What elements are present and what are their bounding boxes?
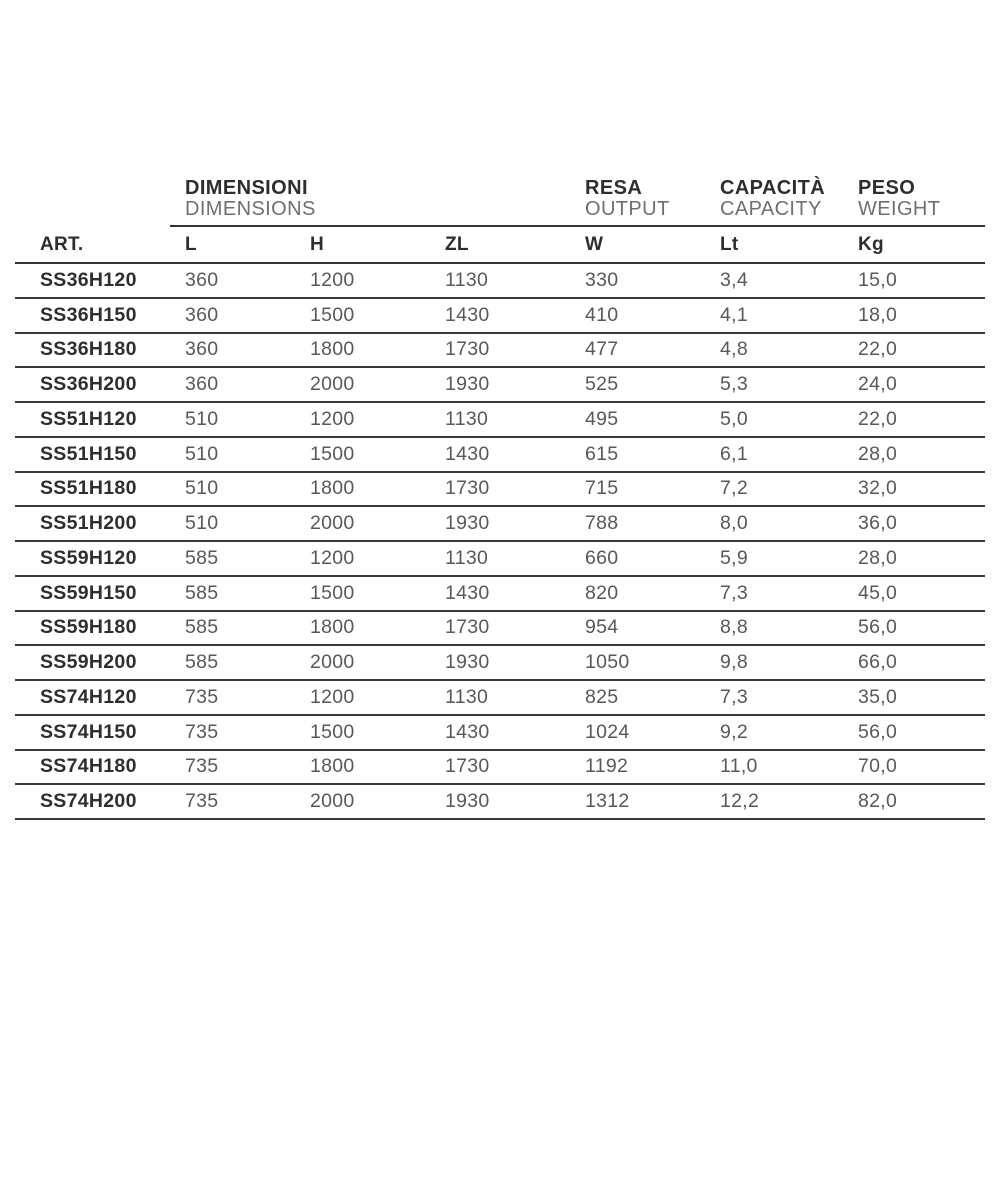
art-code-cell: SS36H150	[40, 303, 137, 326]
kg-value-cell: 18,0	[858, 303, 898, 326]
h-value-cell: 1500	[310, 581, 355, 604]
group-output	[585, 178, 720, 220]
group-title-capacita: CAPACITÀ	[720, 177, 826, 199]
kg-value-cell: 45,0	[858, 581, 898, 604]
kg-value-cell: 22,0	[858, 407, 898, 430]
zl-value-cell: 1930	[445, 373, 490, 396]
table-row	[15, 473, 985, 508]
h-value-cell: 1800	[310, 616, 355, 639]
zl-value-cell: 1730	[445, 338, 490, 361]
w-value-cell: 615	[585, 442, 619, 465]
kg-value-cell: 35,0	[858, 685, 898, 708]
w-value-cell: 1312	[585, 790, 630, 813]
group-subtitle-dimensions: DIMENSIONS	[185, 198, 316, 220]
kg-value-cell: 22,0	[858, 338, 898, 361]
group-subtitle-output: OUTPUT	[585, 198, 670, 220]
column-header-row	[15, 227, 985, 264]
art-code-cell: SS59H200	[40, 651, 137, 674]
column-header-h: H	[310, 233, 325, 255]
w-value-cell: 330	[585, 268, 619, 291]
w-value-cell: 1050	[585, 651, 630, 674]
group-capacity	[720, 178, 858, 220]
w-value-cell: 477	[585, 338, 619, 361]
l-value-cell: 585	[185, 581, 219, 604]
lt-value-cell: 12,2	[720, 790, 760, 813]
kg-value-cell: 56,0	[858, 616, 898, 639]
art-code-cell: SS51H200	[40, 512, 137, 535]
zl-value-cell: 1430	[445, 720, 490, 743]
l-value-cell: 585	[185, 546, 219, 569]
lt-value-cell: 11,0	[720, 755, 758, 778]
art-code-cell: SS36H120	[40, 268, 137, 291]
lt-value-cell: 3,4	[720, 268, 749, 291]
group-title-dimensioni: DIMENSIONI	[185, 177, 308, 199]
group-header-row	[15, 178, 985, 220]
zl-value-cell: 1130	[445, 407, 489, 430]
lt-value-cell: 4,1	[720, 303, 749, 326]
table-row	[15, 681, 985, 716]
h-value-cell: 1800	[310, 755, 355, 778]
lt-value-cell: 7,2	[720, 477, 749, 500]
kg-value-cell: 36,0	[858, 512, 898, 535]
zl-value-cell: 1430	[445, 581, 490, 604]
lt-value-cell: 5,3	[720, 373, 749, 396]
w-value-cell: 660	[585, 546, 619, 569]
w-value-cell: 410	[585, 303, 619, 326]
art-code-cell: SS36H180	[40, 338, 137, 361]
h-value-cell: 1500	[310, 720, 355, 743]
lt-value-cell: 4,8	[720, 338, 749, 361]
art-code-cell: SS59H150	[40, 581, 137, 604]
w-value-cell: 788	[585, 512, 619, 535]
zl-value-cell: 1430	[445, 442, 490, 465]
group-title-resa: RESA	[585, 177, 643, 199]
table-row	[15, 716, 985, 751]
l-value-cell: 735	[185, 755, 219, 778]
kg-value-cell: 66,0	[858, 651, 898, 674]
w-value-cell: 1024	[585, 720, 630, 743]
column-header-zl: ZL	[445, 233, 469, 255]
zl-value-cell: 1130	[445, 546, 489, 569]
column-header-art: ART.	[40, 233, 84, 255]
art-code-cell: SS51H150	[40, 442, 137, 465]
zl-value-cell: 1930	[445, 790, 490, 813]
w-value-cell: 954	[585, 616, 619, 639]
column-header-w: W	[585, 233, 604, 255]
kg-value-cell: 32,0	[858, 477, 898, 500]
zl-value-cell: 1730	[445, 616, 490, 639]
h-value-cell: 2000	[310, 373, 355, 396]
l-value-cell: 360	[185, 338, 219, 361]
group-dimensions	[185, 178, 585, 220]
l-value-cell: 360	[185, 268, 219, 291]
h-value-cell: 1200	[310, 268, 355, 291]
kg-value-cell: 28,0	[858, 546, 898, 569]
zl-value-cell: 1930	[445, 512, 490, 535]
h-value-cell: 1500	[310, 303, 355, 326]
w-value-cell: 1192	[585, 755, 629, 778]
l-value-cell: 735	[185, 685, 219, 708]
lt-value-cell: 7,3	[720, 581, 749, 604]
table-row	[15, 438, 985, 473]
art-code-cell: SS36H200	[40, 373, 137, 396]
zl-value-cell: 1130	[445, 685, 489, 708]
lt-value-cell: 5,9	[720, 546, 749, 569]
kg-value-cell: 82,0	[858, 790, 898, 813]
table-row	[15, 334, 985, 369]
l-value-cell: 735	[185, 790, 219, 813]
h-value-cell: 1200	[310, 546, 355, 569]
zl-value-cell: 1430	[445, 303, 490, 326]
table-row	[15, 403, 985, 438]
h-value-cell: 1800	[310, 338, 355, 361]
art-code-cell: SS51H120	[40, 407, 137, 430]
kg-value-cell: 15,0	[858, 268, 898, 291]
lt-value-cell: 9,8	[720, 651, 749, 674]
l-value-cell: 360	[185, 303, 219, 326]
table-row	[15, 751, 985, 786]
l-value-cell: 510	[185, 512, 219, 535]
art-code-cell: SS74H200	[40, 790, 137, 813]
specification-table	[15, 178, 985, 820]
table-row	[15, 368, 985, 403]
l-value-cell: 735	[185, 720, 219, 743]
group-subtitle-weight: WEIGHT	[858, 198, 941, 220]
kg-value-cell: 70,0	[858, 755, 898, 778]
h-value-cell: 1200	[310, 685, 355, 708]
h-value-cell: 1200	[310, 407, 355, 430]
l-value-cell: 510	[185, 407, 219, 430]
l-value-cell: 585	[185, 651, 219, 674]
table-row	[15, 264, 985, 299]
table-row	[15, 577, 985, 612]
h-value-cell: 2000	[310, 651, 355, 674]
l-value-cell: 360	[185, 373, 219, 396]
table-row	[15, 646, 985, 681]
w-value-cell: 825	[585, 685, 619, 708]
art-code-cell: SS59H120	[40, 546, 137, 569]
l-value-cell: 510	[185, 442, 219, 465]
h-value-cell: 2000	[310, 512, 355, 535]
zl-value-cell: 1130	[445, 268, 489, 291]
art-code-cell: SS59H180	[40, 616, 137, 639]
kg-value-cell: 24,0	[858, 373, 898, 396]
group-weight	[858, 178, 985, 220]
art-code-cell: SS51H180	[40, 477, 137, 500]
table-row	[15, 299, 985, 334]
column-header-lt: Lt	[720, 233, 739, 255]
l-value-cell: 510	[185, 477, 219, 500]
l-value-cell: 585	[185, 616, 219, 639]
zl-value-cell: 1730	[445, 755, 490, 778]
column-header-l: L	[185, 233, 197, 255]
column-header-kg: Kg	[858, 233, 884, 255]
w-value-cell: 495	[585, 407, 619, 430]
lt-value-cell: 8,8	[720, 616, 749, 639]
lt-value-cell: 5,0	[720, 407, 749, 430]
zl-value-cell: 1730	[445, 477, 490, 500]
art-code-cell: SS74H150	[40, 720, 137, 743]
kg-value-cell: 56,0	[858, 720, 898, 743]
kg-value-cell: 28,0	[858, 442, 898, 465]
w-value-cell: 820	[585, 581, 619, 604]
art-code-cell: SS74H180	[40, 755, 137, 778]
w-value-cell: 525	[585, 373, 619, 396]
lt-value-cell: 6,1	[720, 442, 749, 465]
table-row	[15, 507, 985, 542]
table-body	[15, 264, 985, 820]
lt-value-cell: 8,0	[720, 512, 749, 535]
lt-value-cell: 7,3	[720, 685, 749, 708]
h-value-cell: 2000	[310, 790, 355, 813]
h-value-cell: 1500	[310, 442, 355, 465]
zl-value-cell: 1930	[445, 651, 490, 674]
art-code-cell: SS74H120	[40, 685, 137, 708]
group-title-peso: PESO	[858, 177, 916, 199]
w-value-cell: 715	[585, 477, 619, 500]
table-row	[15, 785, 985, 820]
table-row	[15, 612, 985, 647]
group-subtitle-capacity: CAPACITY	[720, 198, 822, 220]
h-value-cell: 1800	[310, 477, 355, 500]
lt-value-cell: 9,2	[720, 720, 749, 743]
table-row	[15, 542, 985, 577]
